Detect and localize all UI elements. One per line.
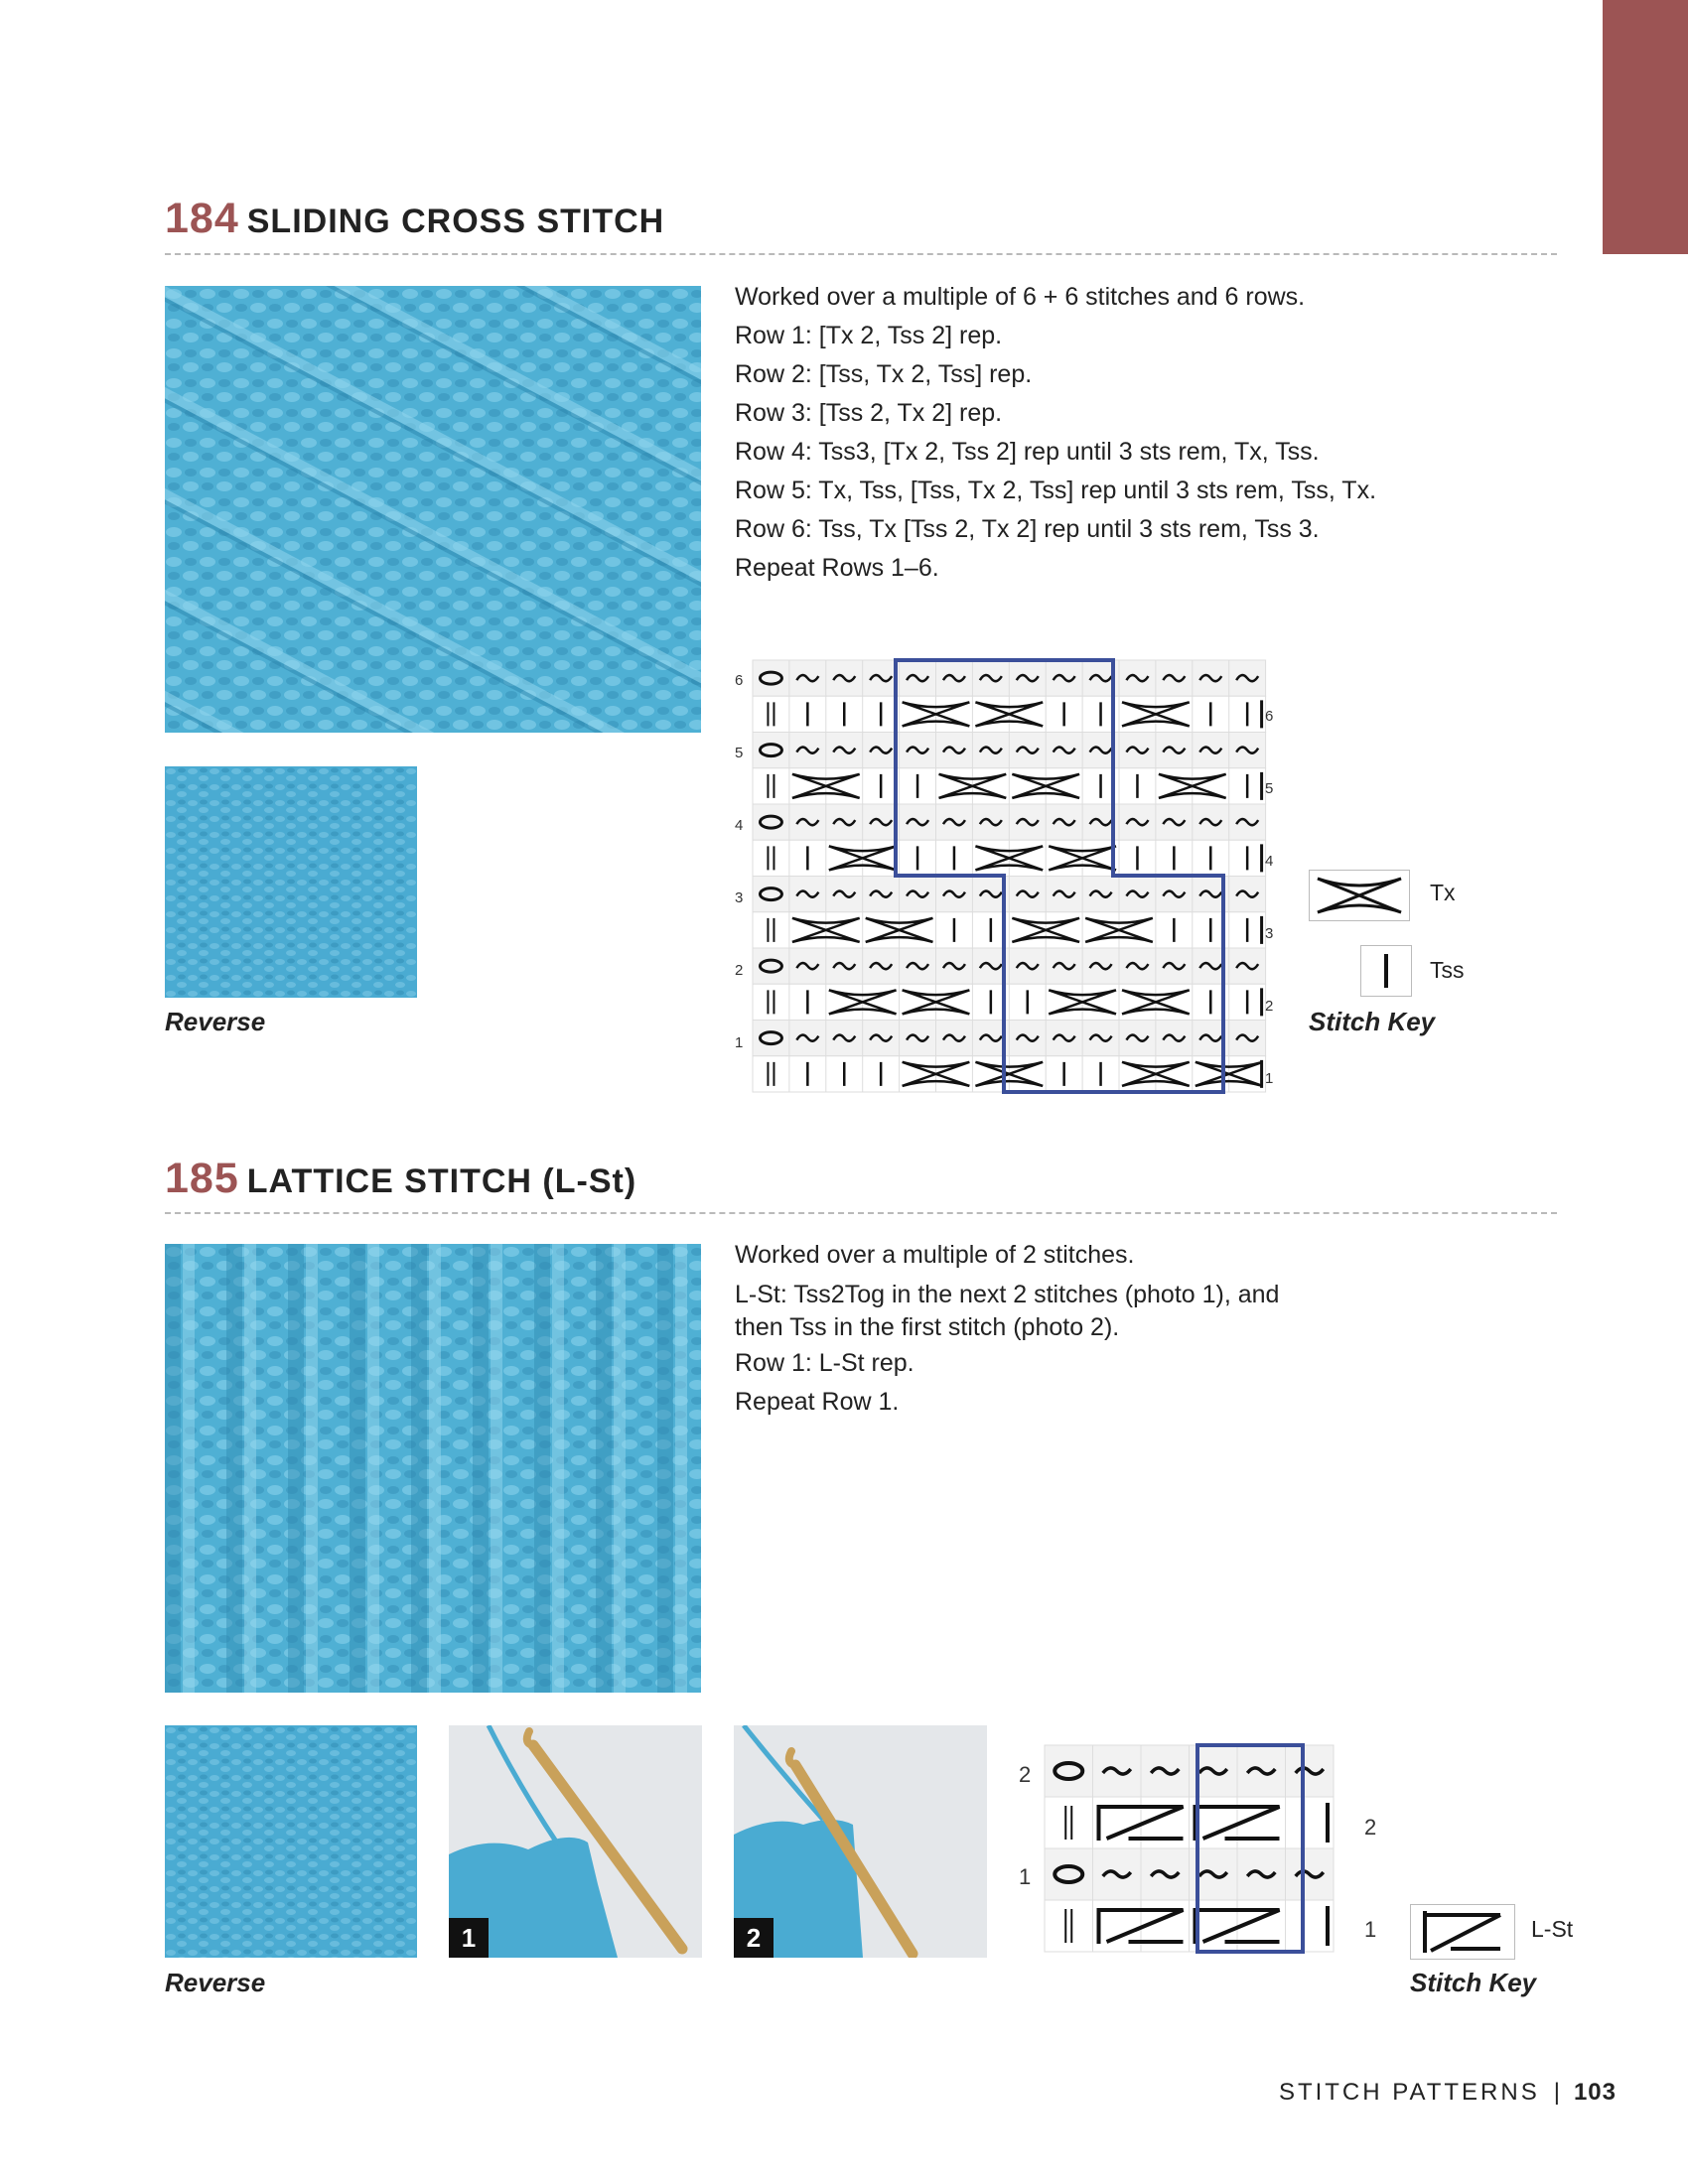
swatch-photo-sliding-cross xyxy=(165,286,701,733)
key-label-tss: Tss xyxy=(1430,957,1465,983)
instruction-line: Row 5: Tx, Tss, [Tss, Tx 2, Tss] rep until 3 sts rem, Tss, Tx. xyxy=(735,477,1377,504)
instructions-184 xyxy=(735,278,1376,588)
reverse-photo-lattice xyxy=(165,1725,417,1958)
l-st-icon xyxy=(1411,1905,1514,1959)
key-tss-symbol xyxy=(1360,945,1412,997)
instruction-line: Repeat Rows 1–6. xyxy=(735,554,939,582)
row-label-left: 1 xyxy=(735,1034,744,1051)
row-label-left: 3 xyxy=(735,889,744,906)
instruction-line: Row 2: [Tss, Tx 2, Tss] rep. xyxy=(735,360,1033,388)
row-label-right: 6 xyxy=(1265,708,1274,725)
reverse-caption: Reverse xyxy=(165,1007,266,1036)
row-label-right: 2 xyxy=(1265,998,1274,1015)
row-label-right: 3 xyxy=(1265,925,1274,942)
stitch-key-title: Stitch Key xyxy=(1309,1007,1436,1036)
key-lst-symbol xyxy=(1410,1904,1515,1960)
instruction-line: Row 1: L-St rep. xyxy=(735,1349,914,1377)
instruction-line: Worked over a multiple of 6 + 6 stitches and 6 rows. xyxy=(735,283,1306,311)
footer-separator: | xyxy=(1553,2079,1560,2106)
key-label-lst: L-St xyxy=(1531,1916,1574,1942)
row-label-right: 1 xyxy=(1364,1917,1377,1942)
section-divider xyxy=(165,253,1557,255)
section-name: LATTICE STITCH (L-St) xyxy=(246,1162,637,1200)
tss-bar-icon xyxy=(1361,946,1411,996)
photo-badge: 1 xyxy=(449,1918,489,1958)
process-photo-2 xyxy=(734,1725,987,1958)
row-label-right: 1 xyxy=(1265,1070,1274,1087)
stitch-key-title: Stitch Key xyxy=(1410,1968,1537,1997)
instruction-line: Repeat Row 1. xyxy=(735,1388,900,1416)
instruction-line: Worked over a multiple of 2 stitches. xyxy=(735,1241,1135,1269)
row-label-left: 1 xyxy=(1019,1864,1032,1889)
row-label-left: 4 xyxy=(735,817,744,834)
page-number: 103 xyxy=(1573,2079,1617,2106)
section-divider xyxy=(165,1212,1557,1214)
row-label-left: 5 xyxy=(735,745,744,761)
key-tx-symbol xyxy=(1309,870,1410,921)
photo-badge: 2 xyxy=(734,1918,774,1958)
instruction-line: then Tss in the first stitch (photo 2). xyxy=(735,1313,1120,1341)
process-photo-1 xyxy=(449,1725,702,1958)
row-label-right: 5 xyxy=(1265,780,1274,797)
chart-184 xyxy=(725,655,1301,1102)
reverse-caption: Reverse xyxy=(165,1968,266,1997)
footer-section: STITCH PATTERNS xyxy=(1278,2079,1540,2106)
page-footer xyxy=(1279,2079,1617,2107)
section-name: SLIDING CROSS STITCH xyxy=(246,203,665,240)
row-label-right: 2 xyxy=(1364,1815,1377,1840)
chart-185 xyxy=(1015,1737,1382,1966)
chapter-tab xyxy=(1603,0,1688,254)
instructions-185 xyxy=(735,1236,1279,1422)
swatch-photo-lattice xyxy=(165,1244,701,1693)
reverse-photo-sliding-cross xyxy=(165,766,417,998)
instruction-line: Row 6: Tss, Tx [Tss 2, Tx 2] rep until 3 sts rem, Tss 3. xyxy=(735,515,1320,543)
instruction-line: L-St: Tss2Tog in the next 2 stitches (photo 1), and xyxy=(735,1281,1280,1308)
row-label-left: 6 xyxy=(735,672,744,689)
key-label-tx: Tx xyxy=(1430,880,1456,905)
row-label-left: 2 xyxy=(735,962,744,979)
instruction-line: Row 4: Tss3, [Tx 2, Tss 2] rep until 3 sts rem, Tx, Tss. xyxy=(735,438,1320,466)
row-label-right: 4 xyxy=(1265,853,1274,870)
instruction-line: Row 1: [Tx 2, Tss 2] rep. xyxy=(735,322,1003,349)
tx-cross-icon xyxy=(1310,871,1409,920)
instruction-line: Row 3: [Tss 2, Tx 2] rep. xyxy=(735,399,1003,427)
section-number: 185 xyxy=(165,1155,239,1202)
section-number: 184 xyxy=(165,195,239,242)
section-184-title xyxy=(165,195,664,243)
row-label-left: 2 xyxy=(1019,1762,1032,1787)
section-185-title xyxy=(165,1155,636,1203)
